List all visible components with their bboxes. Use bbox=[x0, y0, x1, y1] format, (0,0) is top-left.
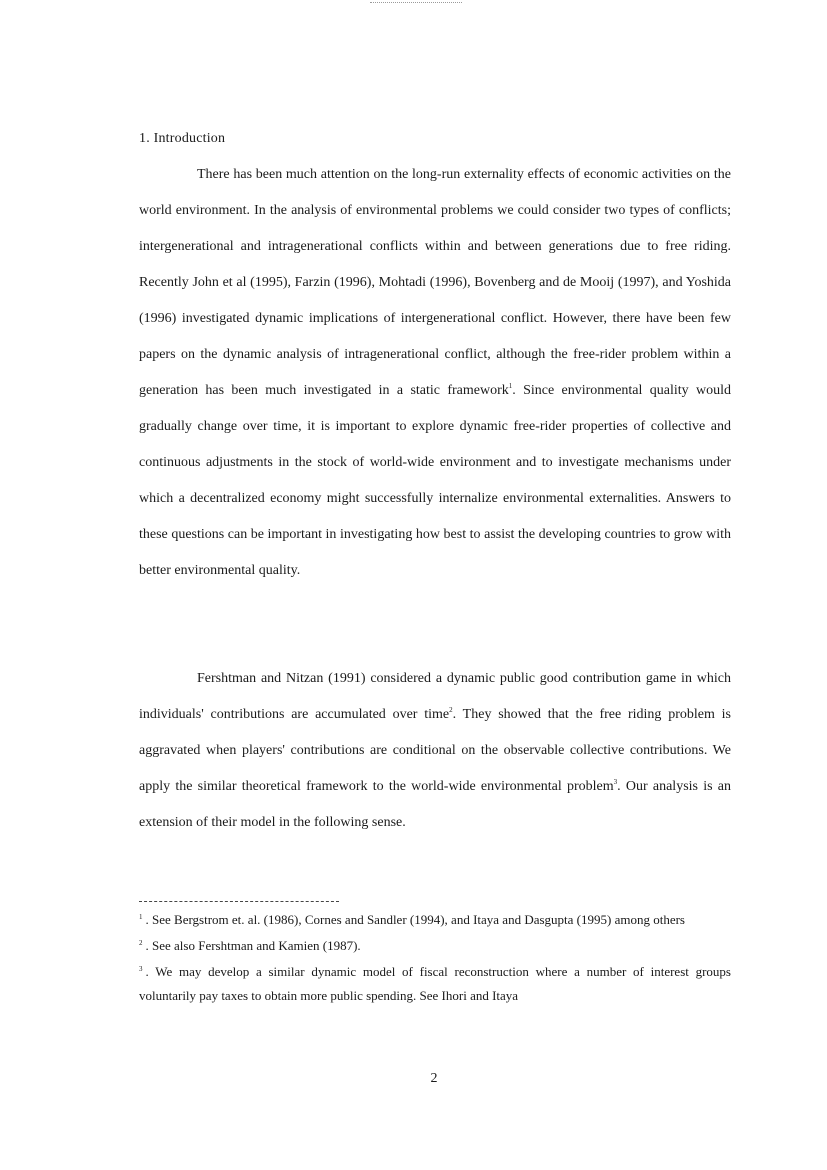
footnote-list bbox=[139, 908, 731, 1010]
footnote-marker: 3 bbox=[139, 965, 143, 973]
page-number: 2 bbox=[430, 1071, 438, 1086]
footnote-reference-3[interactable]: 3 bbox=[613, 778, 618, 786]
footnote-text: . See Bergstrom et. al. (1986), Cornes and Sandler (1994), and Itaya and Dasgupta (1995) among others bbox=[145, 912, 685, 927]
paragraph-text: . They showed that the free riding problem is aggravated when players' contributions are conditional on the observable collective contributions. We apply the similar theoretical framework to the world-wide environmental problem bbox=[139, 707, 731, 794]
footnote-reference-1[interactable]: 1 bbox=[508, 382, 513, 390]
footnote-text: . See also Fershtman and Kamien (1987). bbox=[145, 938, 361, 953]
footnote-reference-2[interactable]: 2 bbox=[449, 706, 453, 714]
paragraph-introduction-1 bbox=[139, 157, 731, 589]
paragraph-text: . Our analysis is an extension of their model in the following sense. bbox=[139, 779, 731, 830]
footnote-item bbox=[139, 908, 731, 932]
paragraph-text: . Since environmental quality would gradually change over time, it is important to explore dynamic free-rider properties of collective and continuous adjustments in the stock of world-wide environment and to investigate mechanisms under which a decentralized economy might successfully internalize environmental externalities. Answers to these questions can be important in investigating how best to assist the developing countries to grow with better environmental quality. bbox=[139, 383, 731, 578]
footnote-item bbox=[139, 960, 731, 1008]
paragraph-text: Fershtman and Nitzan (1991) considered a dynamic public good contribution game in which individuals' contributions are accumulated over time bbox=[139, 671, 731, 722]
footnote-text: . We may develop a similar dynamic model of fiscal reconstruction where a number of interest groups voluntarily pay taxes to obtain more public spending. See Ihori and Itaya bbox=[139, 964, 731, 1003]
scan-artifact-line bbox=[370, 2, 462, 6]
footnote-marker: 1 bbox=[139, 913, 143, 921]
footnote-marker: 2 bbox=[139, 939, 143, 947]
footnote-item bbox=[139, 934, 731, 958]
footnote-separator bbox=[139, 901, 339, 902]
paragraph-introduction-2 bbox=[139, 661, 731, 841]
paragraph-text: There has been much attention on the long-run externality effects of economic activities on the world environment. In the analysis of environmental problems we could consider two types of conflicts; intergenerational and intragenerational conflicts within and between generations due to free riding. Recently John et al (1995), Farzin (1996), Mohtadi (1996), Bovenberg and de Mooij (1997), and Yoshida (1996) investigated dynamic implications of intergenerational conflict. However, there have been few papers on the dynamic analysis of intragenerational conflict, although the free-rider problem within a generation has been much investigated in a static framework bbox=[139, 167, 731, 398]
section-heading: 1. Introduction bbox=[139, 131, 226, 146]
